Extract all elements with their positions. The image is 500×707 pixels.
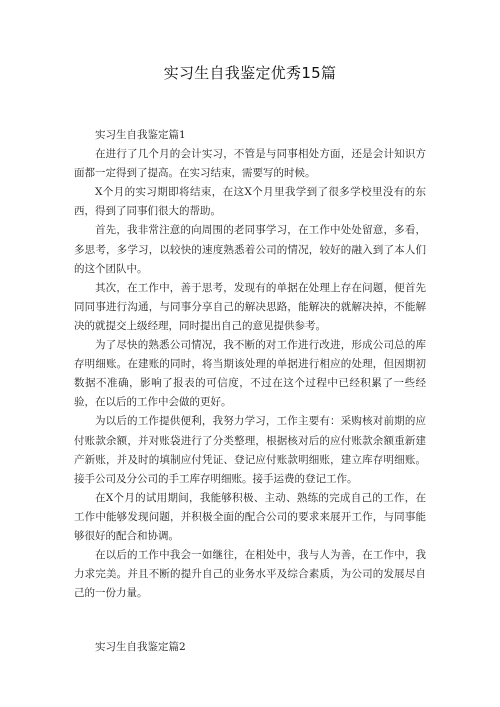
paragraph: 在以后的工作中我会一如继往，在相处中，我与人为善，在工作中，我力求完美。并且不断的提升自己的业务水平及综合素质，为公司的发展尽自己的一份力量。: [74, 549, 426, 600]
paragraph: 在X个月的试用期间，我能够积极、主动、熟练的完成自己的工作，在工作中能够发现问题，并积极全面的配合公司的要求来展开工作，与同事能够很好的配合和协调。: [74, 491, 426, 542]
section-heading-1: 实习生自我鉴定篇1: [95, 129, 186, 141]
paragraph: 为了尽快的熟悉公司情况，我不断的对工作进行改进，形成公司总的库存明细账。在建账的同时，将当期该处理的单据进行相应的处理，但因期初数据不准确，影响了报表的可信度，不过在这个过程中已经积累了一些经验，在以后的工作中会做的更好。: [74, 339, 426, 409]
section-heading-2: 实习生自我鉴定篇2: [95, 641, 186, 654]
section-spacer: [74, 603, 426, 638]
document-body: [74, 126, 426, 657]
paragraph: 首先，我非常注意的向周围的老同事学习，在工作中处处留意，多看，多思考，多学习，以较快的速度熟悉着公司的情况，较好的融入到了本人们的这个团队中。: [74, 224, 426, 275]
paragraph: 其次，在工作中，善于思考，发现有的单据在处理上存在问题，便首先同同事进行沟通，与同事分享自己的解决思路，能解决的就解决掉，不能解决的就提交上级经理，同时提出自己的意见提供参考。: [74, 281, 426, 332]
paragraph: 为以后的工作提供便利，我努力学习，工作主要有：采购核对前期的应付账款余额，并对账袋进行了分类整理，根据核对后的应付账款余额重新建产新账，并及时的填制应付凭证、登记应付账款明细账，建立库存明细账。接手公司及分公司的手工库存明细账。接手运费的登记工作。: [74, 415, 426, 485]
document-title: 实习生自我鉴定优秀15篇: [163, 64, 337, 82]
paragraph: 在进行了几个月的会计实习，不管是与同事相处方面，还是会计知识方面都一定得到了提高。在实习结束，需要写的时候。: [74, 148, 426, 180]
paragraph: X个月的实习期即将结束，在这X个月里我学到了很多学校里没有的东西，得到了同事们很大的帮助。: [74, 186, 426, 218]
